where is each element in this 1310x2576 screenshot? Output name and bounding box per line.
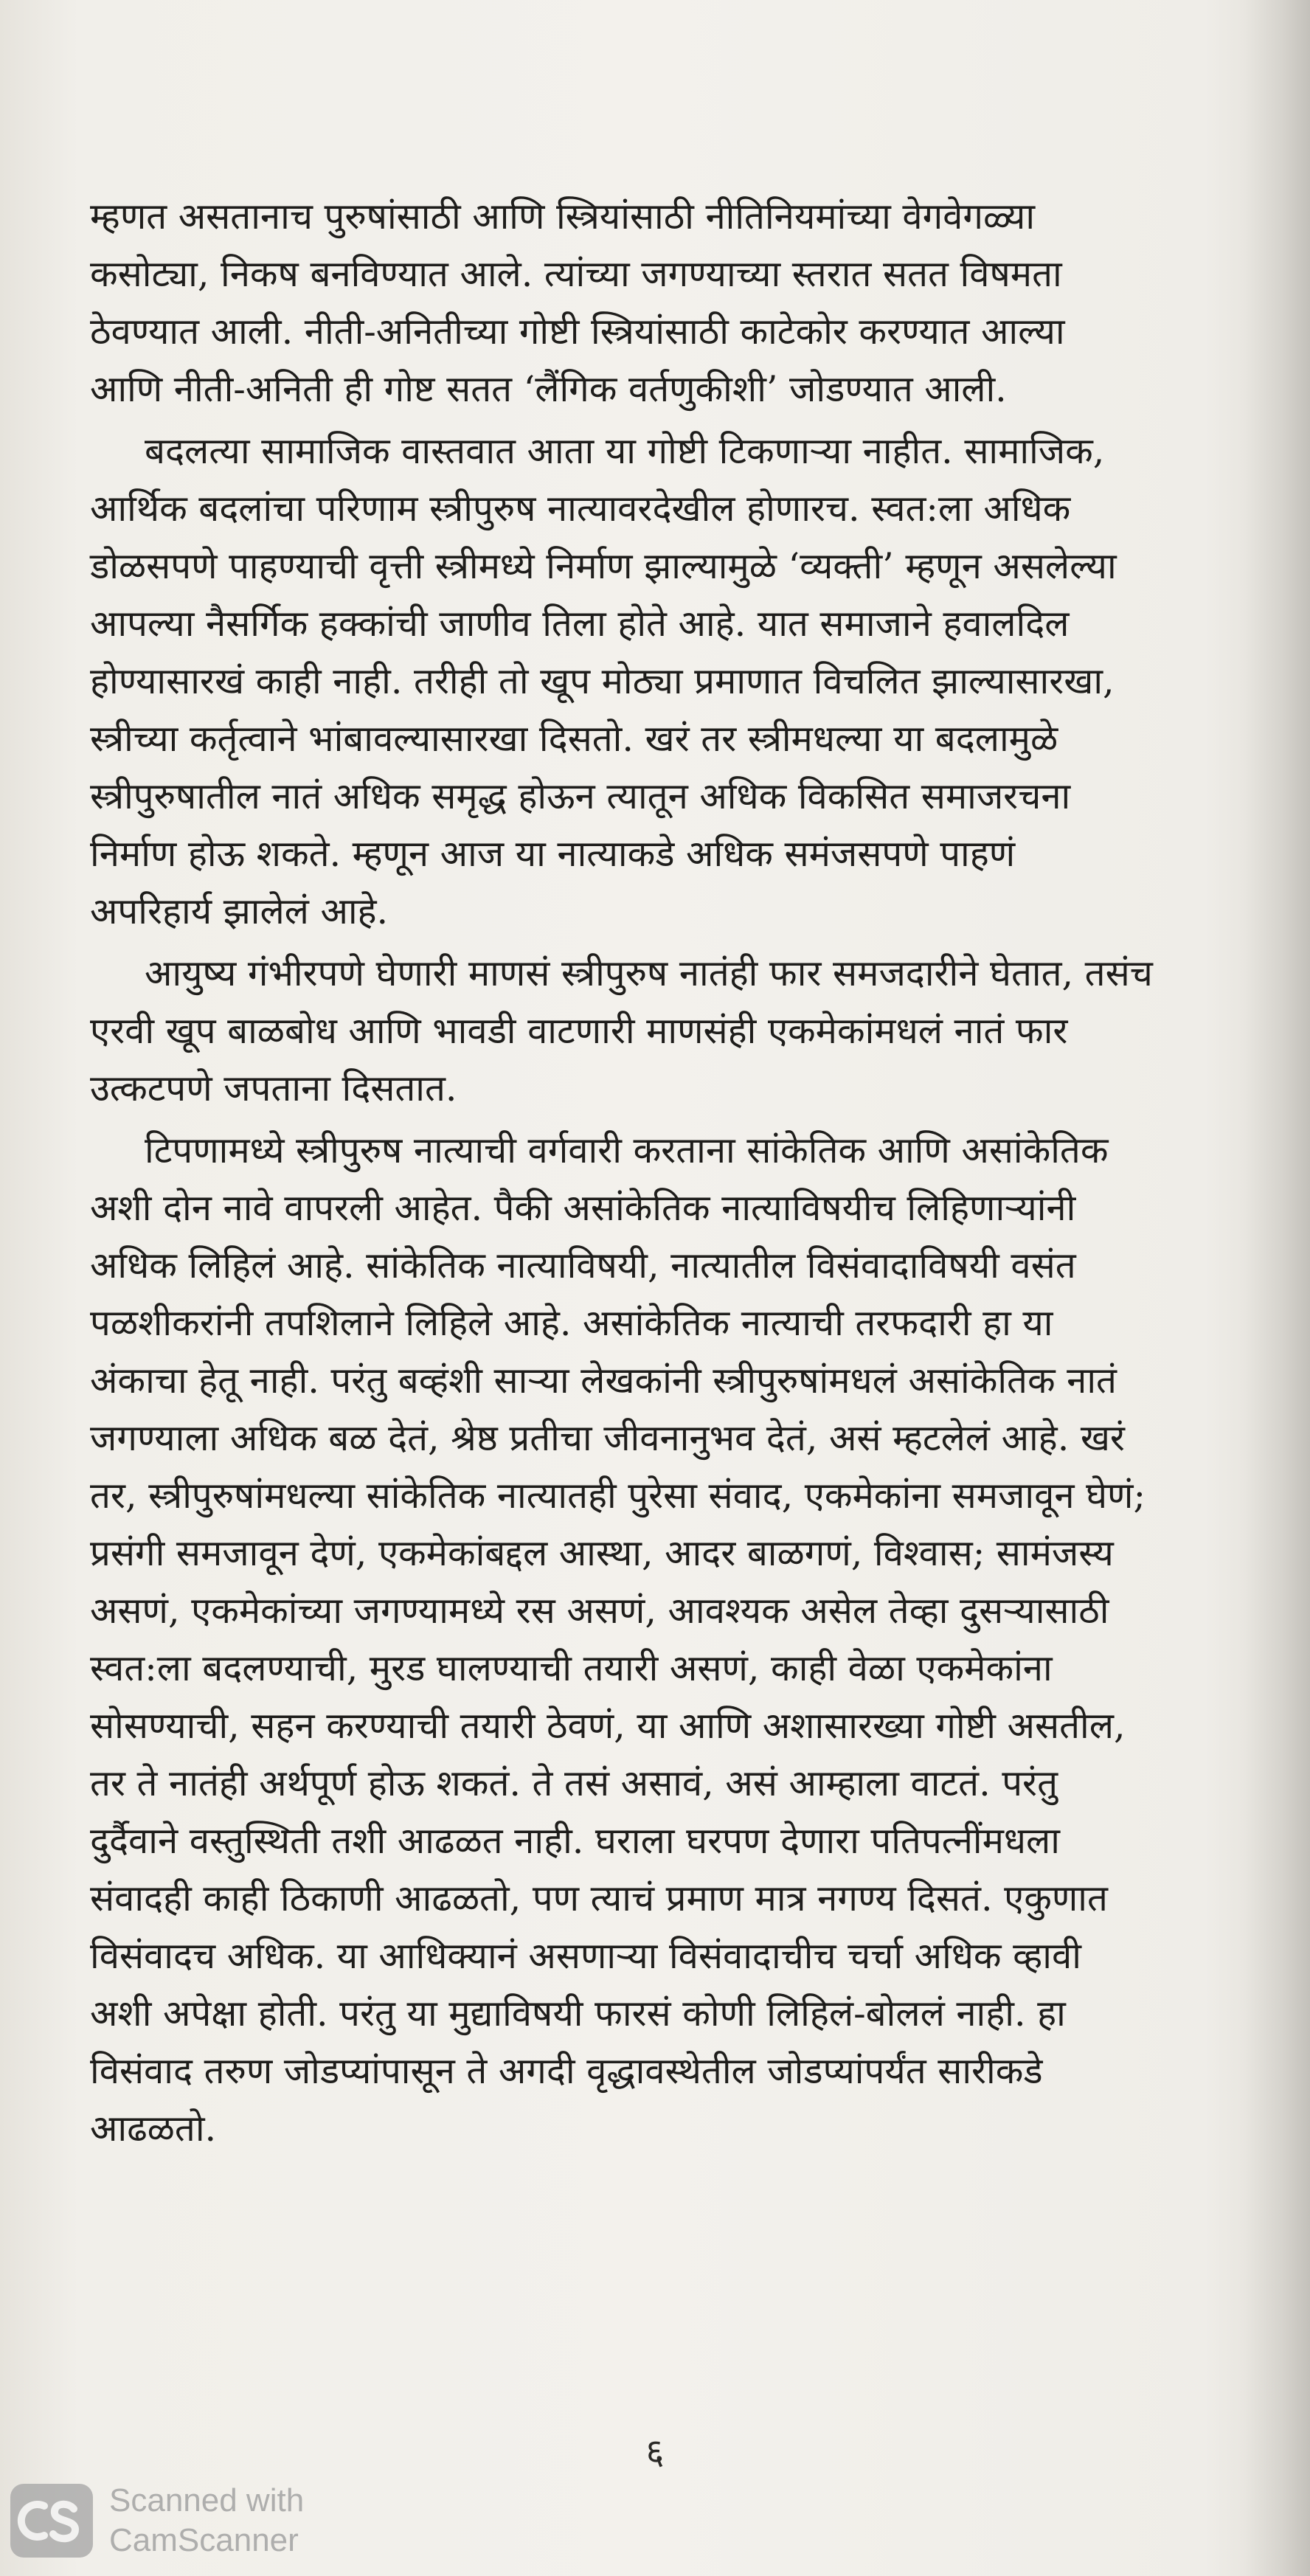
text-line: उत्कटपणे जपताना दिसतात. [90, 1067, 457, 1109]
text-line: आपल्या नैसर्गिक हक्कांची जाणीव तिला होते आहे. यात समाजाने हवालदिल [90, 603, 1070, 645]
text-line: असणं, एकमेकांच्या जगण्यामध्ये रस असणं, आवश्यक असेल तेव्हा दुसऱ्यासाठी [90, 1590, 1109, 1632]
paragraph [90, 1122, 1219, 2158]
text-line: स्वत:ला बदलण्याची, मुरड घालण्याची तयारी असणं, काही वेळा एकमेकांना [90, 1647, 1053, 1689]
text-line: अशी अपेक्षा होती. परंतु या मुद्याविषयी फारसं कोणी लिहिलं-बोललं नाही. हा [90, 1992, 1066, 2035]
text-line: तर ते नातंही अर्थपूर्ण होऊ शकतं. ते तसं असावं, असं आम्हाला वाटतं. परंतु [90, 1762, 1058, 1804]
text-line: आर्थिक बदलांचा परिणाम स्त्रीपुरुष नात्यावरदेखील होणारच. स्वत:ला अधिक [90, 488, 1071, 530]
paragraph [90, 188, 1219, 418]
text-line: ठेवण्यात आली. नीती-अनितीच्या गोष्टी स्त्रियांसाठी काटेकोर करण्यात आल्या [90, 311, 1065, 353]
text-line: विसंवाद तरुण जोडप्यांपासून ते अगदी वृद्धावस्थेतील जोडप्यांपर्यंत सारीकडे [90, 2050, 1043, 2092]
body-text [90, 188, 1219, 2162]
text-line: होण्यासारखं काही नाही. तरीही तो खूप मोठ्या प्रमाणात विचलित झाल्यासारखा, [90, 660, 1115, 702]
watermark-line-2: CamScanner [109, 2522, 299, 2558]
text-line: निर्माण होऊ शकते. म्हणून आज या नात्याकडे अधिक समंजसपणे पाहणं [90, 833, 1016, 875]
text-line: डोळसपणे पाहण्याची वृत्ती स्त्रीमध्ये निर्माण झाल्यामुळे ‘व्यक्ती’ म्हणून असलेल्या [90, 545, 1117, 587]
text-line: सोसण्याची, सहन करण्याची तयारी ठेवणं, या आणि अशासारख्या गोष्टी असतील, [90, 1705, 1126, 1747]
text-line: अंकाचा हेतू नाही. परंतु बव्हंशी साऱ्या लेखकांनी स्त्रीपुरुषांमधलं असांकेतिक नातं [90, 1360, 1117, 1402]
text-line: पळशीकरांनी तपशिलाने लिहिले आहे. असांकेतिक नात्याची तरफदारी हा या [90, 1302, 1053, 1344]
camscanner-logo-icon [10, 2484, 93, 2558]
text-line: स्त्रीपुरुषातील नातं अधिक समृद्ध होऊन त्यातून अधिक विकसित समाजरचना [90, 775, 1071, 817]
text-line: अपरिहार्य झालेलं आहे. [90, 890, 389, 932]
page-fold-shadow [1244, 0, 1310, 2576]
text-line: विसंवादच अधिक. या आधिक्यानं असणाऱ्या विसंवादाचीच चर्चा अधिक व्हावी [90, 1935, 1081, 1977]
text-line: आणि नीती-अनिती ही गोष्ट सतत ‘लैंगिक वर्तणुकीशी’ जोडण्यात आली. [90, 368, 1007, 410]
text-line: स्त्रीच्या कर्तृत्वाने भांबावल्यासारखा दिसतो. खरं तर स्त्रीमधल्या या बदलामुळे [90, 718, 1058, 760]
text-line: तर, स्त्रीपुरुषांमधल्या सांकेतिक नात्यातही पुरेसा संवाद, एकमेकांना समजावून घेणं; [90, 1475, 1146, 1517]
paragraph [90, 423, 1219, 941]
page-number: ६ [645, 2431, 665, 2473]
text-line: दुर्दैवाने वस्तुस्थिती तशी आढळत नाही. घराला घरपण देणारा पतिपत्नींमधला [90, 1820, 1060, 1862]
text-line: बदलत्या सामाजिक वास्तवात आता या गोष्टी टिकणाऱ्या नाहीत. सामाजिक, [145, 430, 1105, 472]
watermark-text [109, 2481, 304, 2561]
text-line: टिपणामध्ये स्त्रीपुरुष नात्याची वर्गवारी करताना सांकेतिक आणि असांकेतिक [145, 1129, 1109, 1171]
text-line: एरवी खूप बाळबोध आणि भावडी वाटणारी माणसंही एकमेकांमधलं नातं फार [90, 1010, 1068, 1052]
paragraph [90, 945, 1219, 1118]
text-line: आढळतो. [90, 2108, 217, 2150]
text-line: म्हणत असतानाच पुरुषांसाठी आणि स्त्रियांसाठी नीतिनियमांच्या वेगवेगळ्या [90, 195, 1036, 238]
text-line: संवादही काही ठिकाणी आढळतो, पण त्याचं प्रमाण मात्र नगण्य दिसतं. एकुणात [90, 1877, 1108, 1919]
text-line: प्रसंगी समजावून देणं, एकमेकांबद्दल आस्था, आदर बाळगणं, विश्वास; सामंजस्य [90, 1532, 1114, 1574]
text-line: अशी दोन नावे वापरली आहेत. पैकी असांकेतिक नात्याविषयीच लिहिणाऱ्यांनी [90, 1187, 1076, 1229]
text-line: कसोट्या, निकष बनविण्यात आले. त्यांच्या जगण्याच्या स्तरात सतत विषमता [90, 253, 1062, 295]
text-line: जगण्याला अधिक बळ देतं, श्रेष्ठ प्रतीचा जीवनानुभव देतं, असं म्हटलेलं आहे. खरं [90, 1417, 1125, 1459]
watermark-line-1: Scanned with [109, 2482, 305, 2518]
text-line: अधिक लिहिलं आहे. सांकेतिक नात्याविषयी, नात्यातील विसंवादाविषयी वसंत [90, 1244, 1076, 1287]
camscanner-watermark [10, 2480, 304, 2561]
text-line: आयुष्य गंभीरपणे घेणारी माणसं स्त्रीपुरुष नातंही फार समजदारीने घेतात, तसंच [145, 952, 1153, 994]
